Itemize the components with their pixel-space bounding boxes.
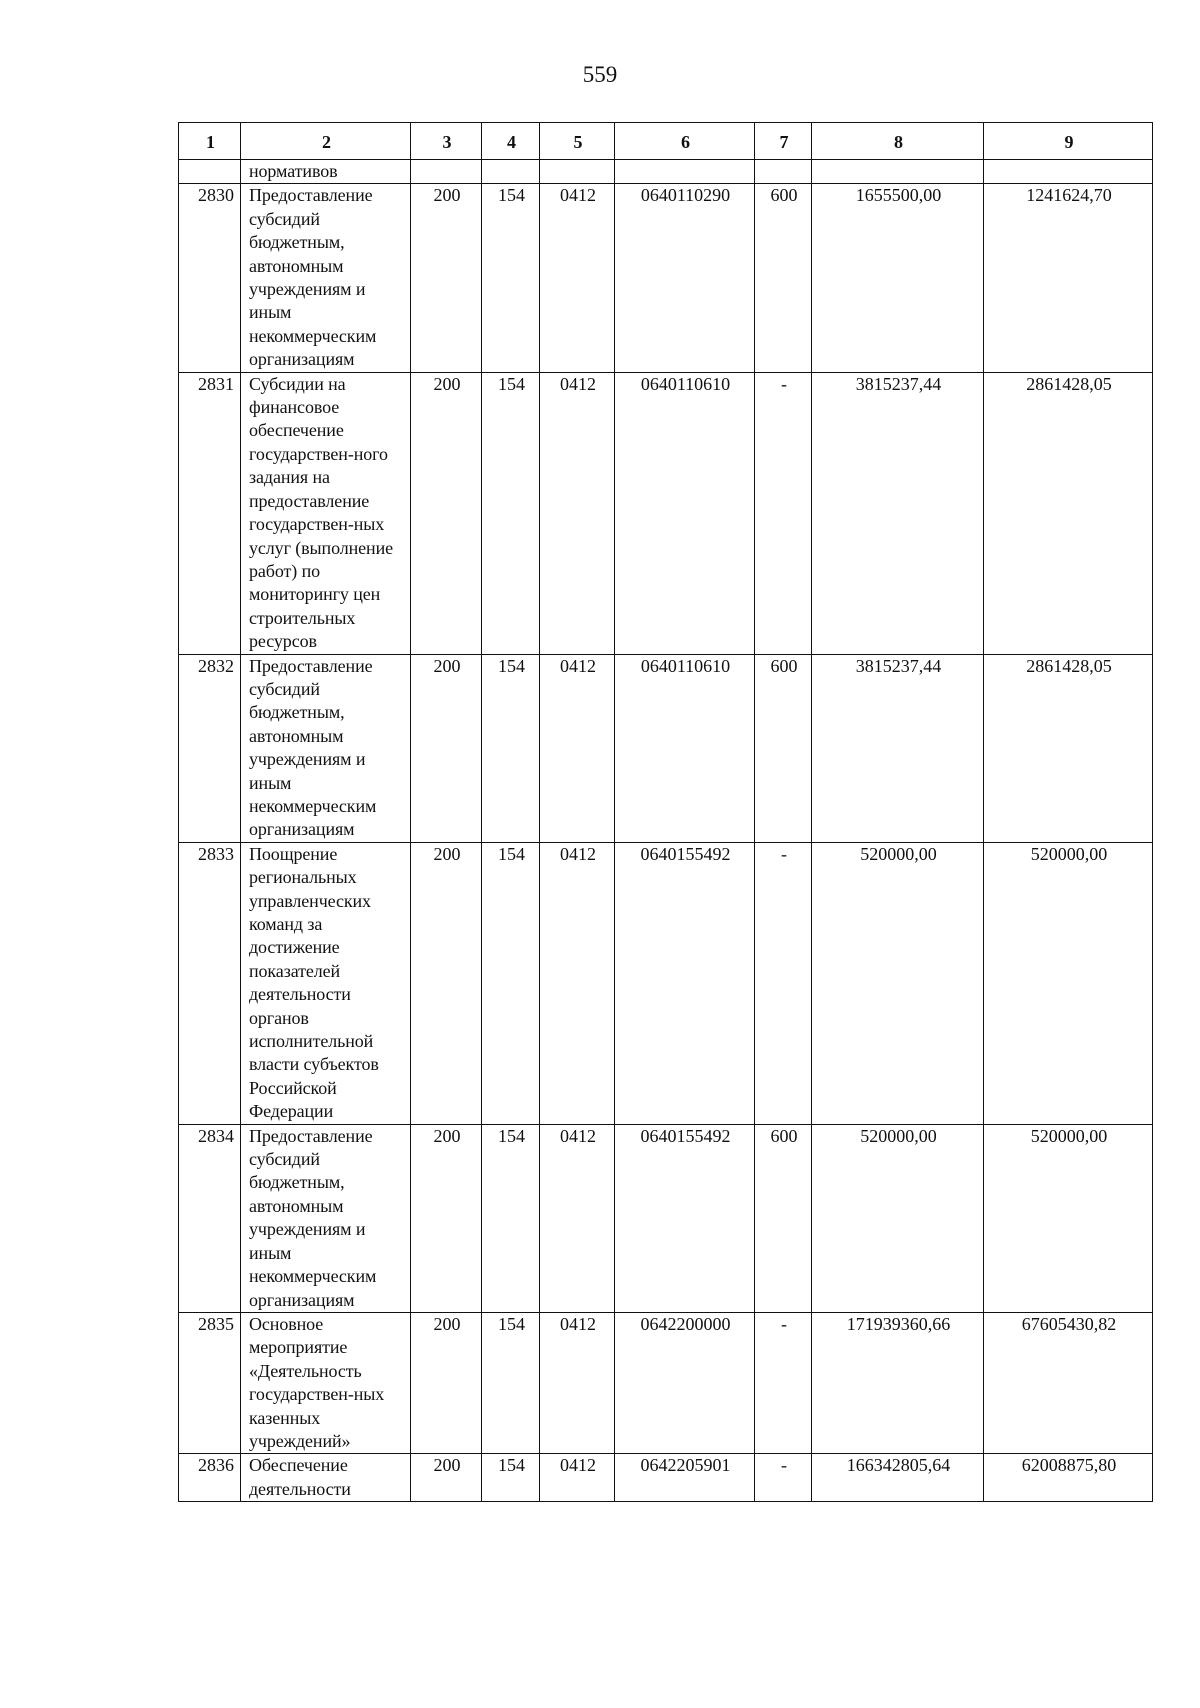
col3-cell: [411, 160, 482, 184]
table-row: [179, 184, 1153, 372]
header-cell-3: 3: [411, 123, 482, 160]
col5-cell: 0412: [540, 842, 615, 1124]
col8-amount-cell: [812, 160, 984, 184]
header-cell-1: 1: [179, 123, 241, 160]
col8-amount-cell: 1655500,00: [812, 184, 984, 372]
col5-cell: 0412: [540, 1454, 615, 1502]
col8-amount-cell: 166342805,64: [812, 1454, 984, 1502]
header-cell-9: 9: [984, 123, 1153, 160]
col6-cell: 0642205901: [615, 1454, 755, 1502]
header-cell-2: 2: [241, 123, 411, 160]
col4-cell: 154: [482, 842, 540, 1124]
row-name-cell: Предоставление субсидий бюджетным, автономным учреждениям и иным некоммерческим организациям: [241, 654, 411, 842]
row-number-cell: [179, 160, 241, 184]
row-name-cell: Основное мероприятие «Деятельность государствен-ных казенных учреждений»: [241, 1312, 411, 1453]
header-cell-6: 6: [615, 123, 755, 160]
row-number-cell: 2831: [179, 372, 241, 654]
col8-amount-cell: 171939360,66: [812, 1312, 984, 1453]
col3-cell: 200: [411, 184, 482, 372]
col6-cell: 0640155492: [615, 842, 755, 1124]
col9-amount-cell: 2861428,05: [984, 372, 1153, 654]
col7-cell: [755, 160, 812, 184]
col6-cell: 0642200000: [615, 1312, 755, 1453]
col9-amount-cell: 62008875,80: [984, 1454, 1153, 1502]
row-name-cell: Обеспечение деятельности: [241, 1454, 411, 1502]
col8-amount-cell: 3815237,44: [812, 654, 984, 842]
col6-cell: 0640110290: [615, 184, 755, 372]
col7-cell: 600: [755, 184, 812, 372]
col3-cell: 200: [411, 1312, 482, 1453]
col4-cell: 154: [482, 184, 540, 372]
col4-cell: [482, 160, 540, 184]
table-row: [179, 842, 1153, 1124]
col6-cell: 0640155492: [615, 1124, 755, 1312]
row-name-cell: Субсидии на финансовое обеспечение государствен-ного задания на предоставление государствен-ных услуг (выполнение работ) по мониторингу цен строительных ресурсов: [241, 372, 411, 654]
col3-cell: 200: [411, 654, 482, 842]
col6-cell: 0640110610: [615, 654, 755, 842]
header-cell-8: 8: [812, 123, 984, 160]
page-number: 559: [582, 62, 618, 87]
col8-amount-cell: 3815237,44: [812, 372, 984, 654]
table-row: [179, 160, 1153, 184]
col8-amount-cell: 520000,00: [812, 842, 984, 1124]
table-row: [179, 1454, 1153, 1502]
col9-amount-cell: 1241624,70: [984, 184, 1153, 372]
col9-amount-cell: 520000,00: [984, 842, 1153, 1124]
col5-cell: 0412: [540, 1312, 615, 1453]
col9-amount-cell: 67605430,82: [984, 1312, 1153, 1453]
col8-amount-cell: 520000,00: [812, 1124, 984, 1312]
row-name-cell: Предоставление субсидий бюджетным, автономным учреждениям и иным некоммерческим организациям: [241, 1124, 411, 1312]
col5-cell: 0412: [540, 654, 615, 842]
col3-cell: 200: [411, 1454, 482, 1502]
col7-cell: -: [755, 1312, 812, 1453]
col9-amount-cell: [984, 160, 1153, 184]
col6-cell: 0640110610: [615, 372, 755, 654]
table-body: [179, 160, 1153, 1502]
table-row: [179, 1124, 1153, 1312]
row-number-cell: 2836: [179, 1454, 241, 1502]
row-number-cell: 2833: [179, 842, 241, 1124]
col4-cell: 154: [482, 1312, 540, 1453]
col3-cell: 200: [411, 842, 482, 1124]
row-number-cell: 2835: [179, 1312, 241, 1453]
col5-cell: 0412: [540, 1124, 615, 1312]
table-header: [179, 123, 1153, 160]
col4-cell: 154: [482, 372, 540, 654]
col3-cell: 200: [411, 1124, 482, 1312]
header-row: [179, 123, 1153, 160]
col9-amount-cell: 520000,00: [984, 1124, 1153, 1312]
col7-cell: 600: [755, 1124, 812, 1312]
table-row: [179, 654, 1153, 842]
row-name-cell: Поощрение региональных управленческих команд за достижение показателей деятельности органов исполнительной власти субъектов Российской Федерации: [241, 842, 411, 1124]
col4-cell: 154: [482, 1124, 540, 1312]
row-number-cell: 2830: [179, 184, 241, 372]
col7-cell: -: [755, 1454, 812, 1502]
col5-cell: 0412: [540, 184, 615, 372]
col6-cell: [615, 160, 755, 184]
col4-cell: 154: [482, 654, 540, 842]
header-cell-5: 5: [540, 123, 615, 160]
col4-cell: 154: [482, 1454, 540, 1502]
col5-cell: 0412: [540, 372, 615, 654]
header-cell-7: 7: [755, 123, 812, 160]
col3-cell: 200: [411, 372, 482, 654]
row-name-cell: нормативов: [241, 160, 411, 184]
budget-table: [178, 122, 1153, 1502]
col7-cell: 600: [755, 654, 812, 842]
col7-cell: -: [755, 842, 812, 1124]
row-name-cell: Предоставление субсидий бюджетным, автономным учреждениям и иным некоммерческим организациям: [241, 184, 411, 372]
row-number-cell: 2832: [179, 654, 241, 842]
col5-cell: [540, 160, 615, 184]
col9-amount-cell: 2861428,05: [984, 654, 1153, 842]
header-cell-4: 4: [482, 123, 540, 160]
col7-cell: -: [755, 372, 812, 654]
table-row: [179, 1312, 1153, 1453]
table-row: [179, 372, 1153, 654]
row-number-cell: 2834: [179, 1124, 241, 1312]
